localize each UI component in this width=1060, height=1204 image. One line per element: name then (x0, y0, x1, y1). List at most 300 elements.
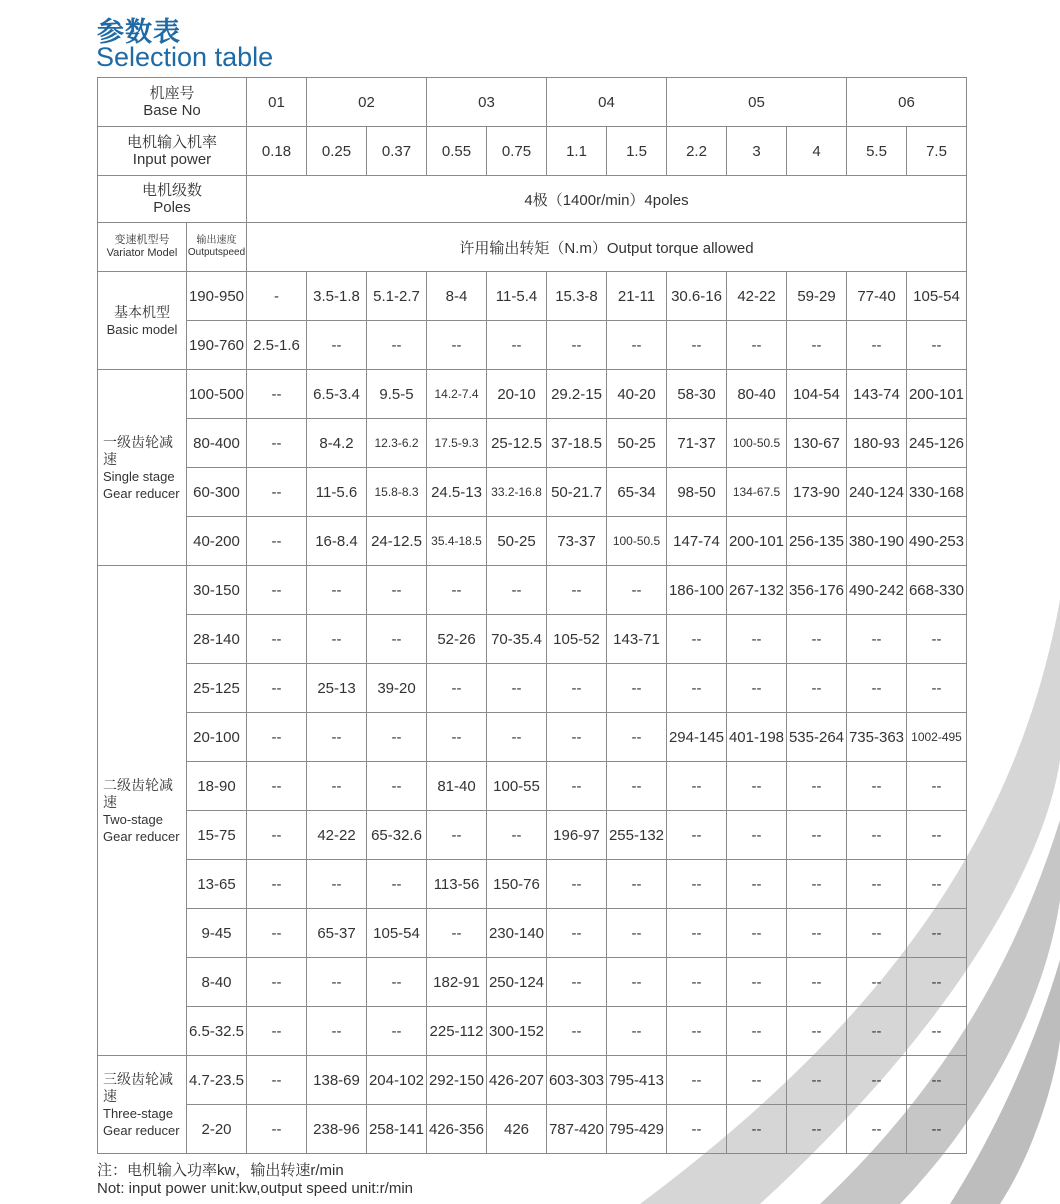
torque-cell: 300-152 (487, 1007, 547, 1056)
speed-cell: 20-100 (187, 713, 247, 762)
torque-cell: -- (487, 664, 547, 713)
speed-cell: 2-20 (187, 1105, 247, 1154)
torque-cell: -- (667, 615, 727, 664)
torque-cell: 238-96 (307, 1105, 367, 1154)
torque-cell: 2.5-1.6 (247, 321, 307, 370)
torque-cell: -- (547, 321, 607, 370)
torque-cell: -- (907, 909, 967, 958)
variator-label-en: Variator Model (106, 247, 178, 259)
torque-cell: 50-25 (607, 419, 667, 468)
speed-cell: 60-300 (187, 468, 247, 517)
power-label (98, 127, 247, 176)
header-row-power (98, 127, 967, 176)
torque-cell: -- (847, 1105, 907, 1154)
torque-cell: 77-40 (847, 272, 907, 321)
torque-cell: 42-22 (727, 272, 787, 321)
torque-cell: 15.8-8.3 (367, 468, 427, 517)
torque-cell: -- (307, 615, 367, 664)
torque-cell: -- (847, 321, 907, 370)
torque-cell: 37-18.5 (547, 419, 607, 468)
torque-cell: 292-150 (427, 1056, 487, 1105)
torque-cell: -- (907, 615, 967, 664)
torque-cell: 8-4.2 (307, 419, 367, 468)
torque-cell: -- (847, 1056, 907, 1105)
torque-cell: 200-101 (907, 370, 967, 419)
power-cell: 0.18 (247, 127, 307, 176)
footnote (97, 1162, 413, 1198)
power-cell: 2.2 (667, 127, 727, 176)
power-label-cn: 电机输入机率 (126, 134, 217, 151)
speed-label (187, 223, 247, 272)
torque-cell: 735-363 (847, 713, 907, 762)
torque-cell: 58-30 (667, 370, 727, 419)
power-cell: 5.5 (847, 127, 907, 176)
table-row (98, 762, 967, 811)
power-cell: 1.5 (607, 127, 667, 176)
torque-cell: -- (847, 958, 907, 1007)
torque-cell: -- (307, 762, 367, 811)
torque-cell: -- (307, 958, 367, 1007)
torque-cell: -- (847, 1007, 907, 1056)
base-label-cn: 机座号 (149, 85, 195, 102)
power-cell: 0.75 (487, 127, 547, 176)
torque-cell: -- (787, 860, 847, 909)
torque-cell: -- (667, 762, 727, 811)
torque-cell: -- (907, 958, 967, 1007)
torque-cell: -- (547, 664, 607, 713)
table-row (98, 909, 967, 958)
torque-cell: -- (607, 713, 667, 762)
torque-cell: -- (727, 811, 787, 860)
torque-cell: 173-90 (787, 468, 847, 517)
torque-cell: 787-420 (547, 1105, 607, 1154)
torque-cell: -- (907, 664, 967, 713)
torque-cell: 21-11 (607, 272, 667, 321)
variator-label (98, 223, 187, 272)
table-row (98, 1007, 967, 1056)
speed-cell: 4.7-23.5 (187, 1056, 247, 1105)
table-row (98, 517, 967, 566)
torque-cell: -- (667, 1056, 727, 1105)
torque-cell: 294-145 (667, 713, 727, 762)
base-cell: 06 (847, 78, 967, 127)
torque-cell: -- (367, 713, 427, 762)
torque-cell: -- (487, 566, 547, 615)
torque-cell: -- (667, 811, 727, 860)
torque-cell: -- (547, 762, 607, 811)
torque-cell: 11-5.4 (487, 272, 547, 321)
torque-cell: -- (847, 615, 907, 664)
torque-cell: 490-253 (907, 517, 967, 566)
group-label-en: Basic model (106, 321, 178, 337)
torque-cell: 105-54 (907, 272, 967, 321)
torque-cell: -- (727, 762, 787, 811)
power-cell: 1.1 (547, 127, 607, 176)
torque-cell: -- (667, 1105, 727, 1154)
speed-cell: 30-150 (187, 566, 247, 615)
base-cell: 04 (547, 78, 667, 127)
torque-cell: -- (907, 1007, 967, 1056)
speed-cell: 40-200 (187, 517, 247, 566)
torque-cell: -- (367, 615, 427, 664)
torque-cell: -- (907, 1056, 967, 1105)
torque-cell: -- (247, 615, 307, 664)
torque-cell: 20-10 (487, 370, 547, 419)
torque-cell: 535-264 (787, 713, 847, 762)
torque-cell: 24-12.5 (367, 517, 427, 566)
torque-cell: -- (727, 1056, 787, 1105)
page-title-en: Selection table (96, 42, 274, 72)
torque-cell: -- (247, 419, 307, 468)
torque-cell: -- (427, 566, 487, 615)
torque-cell: -- (427, 811, 487, 860)
torque-cell: -- (307, 860, 367, 909)
torque-cell: -- (727, 860, 787, 909)
torque-cell: -- (247, 762, 307, 811)
table-row (98, 566, 967, 615)
torque-label: 许用输出转矩（N.m）Output torque allowed (247, 223, 967, 272)
torque-cell: -- (847, 762, 907, 811)
torque-cell: 17.5-9.3 (427, 419, 487, 468)
table-row (98, 468, 967, 517)
speed-cell: 18-90 (187, 762, 247, 811)
torque-cell: -- (427, 909, 487, 958)
torque-cell: 100-55 (487, 762, 547, 811)
torque-cell: 65-34 (607, 468, 667, 517)
torque-cell: -- (547, 713, 607, 762)
torque-cell: -- (727, 1007, 787, 1056)
torque-cell: 81-40 (427, 762, 487, 811)
torque-cell: -- (247, 958, 307, 1007)
torque-cell: -- (907, 860, 967, 909)
torque-cell: 9.5-5 (367, 370, 427, 419)
group-label-en: Single stage Gear reducer (103, 468, 180, 501)
torque-cell: -- (667, 860, 727, 909)
torque-cell: -- (787, 811, 847, 860)
torque-cell: 15.3-8 (547, 272, 607, 321)
table-row (98, 615, 967, 664)
power-cell: 0.37 (367, 127, 427, 176)
speed-cell: 8-40 (187, 958, 247, 1007)
torque-cell: 5.1-2.7 (367, 272, 427, 321)
torque-cell: -- (547, 860, 607, 909)
torque-cell: -- (907, 321, 967, 370)
torque-cell: -- (547, 909, 607, 958)
torque-cell: 65-32.6 (367, 811, 427, 860)
variator-label-cn: 变速机型号 (114, 234, 170, 246)
torque-cell: 356-176 (787, 566, 847, 615)
torque-cell: -- (847, 860, 907, 909)
torque-cell: 1002-495 (907, 713, 967, 762)
torque-cell: 16-8.4 (307, 517, 367, 566)
torque-cell: 668-330 (907, 566, 967, 615)
footnote-cn: 注：电机输入功率kw，输出转速r/min (97, 1162, 344, 1179)
torque-cell: 380-190 (847, 517, 907, 566)
torque-cell: -- (247, 1007, 307, 1056)
torque-cell: 134-67.5 (727, 468, 787, 517)
speed-cell: 190-760 (187, 321, 247, 370)
table-row (98, 1105, 967, 1154)
table-row (98, 321, 967, 370)
torque-cell: 795-429 (607, 1105, 667, 1154)
table-row (98, 370, 967, 419)
torque-cell: 104-54 (787, 370, 847, 419)
torque-cell: -- (547, 566, 607, 615)
torque-cell: 204-102 (367, 1056, 427, 1105)
torque-cell: 150-76 (487, 860, 547, 909)
torque-cell: -- (787, 958, 847, 1007)
torque-cell: 40-20 (607, 370, 667, 419)
torque-cell: 65-37 (307, 909, 367, 958)
torque-cell: -- (847, 664, 907, 713)
torque-cell: -- (247, 664, 307, 713)
torque-cell: -- (667, 909, 727, 958)
base-cell: 02 (307, 78, 427, 127)
speed-cell: 190-950 (187, 272, 247, 321)
torque-cell: -- (667, 1007, 727, 1056)
torque-cell: 143-71 (607, 615, 667, 664)
torque-cell: 30.6-16 (667, 272, 727, 321)
base-label (98, 78, 247, 127)
torque-cell: 256-135 (787, 517, 847, 566)
power-cell: 4 (787, 127, 847, 176)
poles-label-en: Poles (153, 199, 191, 216)
speed-cell: 25-125 (187, 664, 247, 713)
torque-cell: -- (607, 958, 667, 1007)
torque-cell: 25-13 (307, 664, 367, 713)
torque-cell: -- (247, 860, 307, 909)
torque-cell: 105-54 (367, 909, 427, 958)
torque-cell: 24.5-13 (427, 468, 487, 517)
torque-cell: -- (307, 1007, 367, 1056)
torque-cell: -- (727, 958, 787, 1007)
torque-cell: -- (547, 958, 607, 1007)
torque-cell: -- (787, 762, 847, 811)
torque-cell: 113-56 (427, 860, 487, 909)
base-cell: 03 (427, 78, 547, 127)
torque-cell: 138-69 (307, 1056, 367, 1105)
torque-cell: -- (247, 566, 307, 615)
speed-cell: 100-500 (187, 370, 247, 419)
torque-cell: 52-26 (427, 615, 487, 664)
power-cell: 0.55 (427, 127, 487, 176)
header-row-variator (98, 223, 967, 272)
speed-cell: 9-45 (187, 909, 247, 958)
torque-cell: -- (307, 321, 367, 370)
torque-cell: -- (787, 909, 847, 958)
torque-cell: 6.5-3.4 (307, 370, 367, 419)
selection-table (97, 77, 967, 1154)
torque-cell: -- (907, 811, 967, 860)
group-label (98, 566, 187, 1056)
torque-cell: 100-50.5 (727, 419, 787, 468)
base-label-en: Base No (143, 102, 201, 119)
torque-cell: -- (847, 811, 907, 860)
group-label-cn: 三级齿轮减速 (103, 1070, 173, 1104)
table-row (98, 1056, 967, 1105)
torque-cell: -- (787, 321, 847, 370)
torque-cell: -- (247, 713, 307, 762)
torque-cell: -- (247, 468, 307, 517)
torque-cell: 186-100 (667, 566, 727, 615)
torque-cell: -- (847, 909, 907, 958)
torque-cell: -- (547, 1007, 607, 1056)
table-row (98, 860, 967, 909)
torque-cell: 3.5-1.8 (307, 272, 367, 321)
torque-cell: -- (727, 615, 787, 664)
torque-cell: -- (787, 1105, 847, 1154)
torque-cell: 426-207 (487, 1056, 547, 1105)
torque-cell: 50-25 (487, 517, 547, 566)
torque-cell: 255-132 (607, 811, 667, 860)
poles-label-cn: 电机级数 (141, 182, 202, 199)
torque-cell: 200-101 (727, 517, 787, 566)
torque-cell: 225-112 (427, 1007, 487, 1056)
torque-cell: -- (367, 762, 427, 811)
torque-cell: 105-52 (547, 615, 607, 664)
torque-cell: 603-303 (547, 1056, 607, 1105)
torque-cell: -- (787, 1007, 847, 1056)
group-label (98, 1056, 187, 1154)
header-row-poles (98, 176, 967, 223)
torque-cell: -- (367, 958, 427, 1007)
torque-cell: -- (427, 321, 487, 370)
torque-cell: 401-198 (727, 713, 787, 762)
torque-cell: 14.2-7.4 (427, 370, 487, 419)
torque-cell: 426 (487, 1105, 547, 1154)
torque-cell: 250-124 (487, 958, 547, 1007)
group-label-en: Three-stage Gear reducer (103, 1105, 180, 1138)
torque-cell: -- (607, 909, 667, 958)
torque-cell: -- (607, 566, 667, 615)
torque-cell: -- (787, 615, 847, 664)
poles-value: 4极（1400r/min）4poles (247, 176, 967, 223)
group-label-cn: 基本机型 (114, 303, 170, 320)
table-row (98, 664, 967, 713)
torque-cell: -- (607, 860, 667, 909)
torque-cell: -- (667, 958, 727, 1007)
torque-cell: 258-141 (367, 1105, 427, 1154)
group-label-cn: 一级齿轮减速 (103, 433, 173, 467)
torque-cell: 240-124 (847, 468, 907, 517)
speed-cell: 13-65 (187, 860, 247, 909)
torque-cell: 182-91 (427, 958, 487, 1007)
torque-cell: -- (247, 811, 307, 860)
torque-cell: -- (247, 517, 307, 566)
torque-cell: 39-20 (367, 664, 427, 713)
torque-cell: -- (487, 811, 547, 860)
power-cell: 3 (727, 127, 787, 176)
torque-cell: -- (727, 909, 787, 958)
torque-cell: 180-93 (847, 419, 907, 468)
speed-cell: 15-75 (187, 811, 247, 860)
torque-cell: 80-40 (727, 370, 787, 419)
torque-cell: 130-67 (787, 419, 847, 468)
torque-cell: 71-37 (667, 419, 727, 468)
torque-cell: -- (907, 762, 967, 811)
table-row (98, 713, 967, 762)
torque-cell: 196-97 (547, 811, 607, 860)
torque-cell: - (247, 272, 307, 321)
group-label-en: Two-stage Gear reducer (103, 811, 180, 844)
torque-cell: -- (607, 664, 667, 713)
group-label (98, 272, 187, 370)
torque-cell: -- (487, 321, 547, 370)
header-row-base (98, 78, 967, 127)
table-row (98, 272, 967, 321)
torque-cell: -- (307, 566, 367, 615)
torque-cell: 70-35.4 (487, 615, 547, 664)
torque-cell: -- (787, 1056, 847, 1105)
torque-cell: -- (607, 321, 667, 370)
torque-cell: 245-126 (907, 419, 967, 468)
torque-cell: 59-29 (787, 272, 847, 321)
torque-cell: -- (727, 321, 787, 370)
torque-cell: -- (247, 1105, 307, 1154)
torque-cell: 330-168 (907, 468, 967, 517)
group-label (98, 370, 187, 566)
speed-cell: 6.5-32.5 (187, 1007, 247, 1056)
torque-cell: -- (307, 713, 367, 762)
torque-cell: -- (427, 713, 487, 762)
torque-cell: -- (667, 321, 727, 370)
speed-cell: 28-140 (187, 615, 247, 664)
speed-label-cn: 输出速度 (196, 235, 237, 246)
torque-cell: 8-4 (427, 272, 487, 321)
torque-cell: -- (247, 370, 307, 419)
group-label-cn: 二级齿轮减速 (103, 776, 173, 810)
power-label-en: Input power (132, 151, 212, 168)
torque-cell: 490-242 (847, 566, 907, 615)
table-row (98, 419, 967, 468)
torque-cell: 147-74 (667, 517, 727, 566)
torque-cell: -- (667, 664, 727, 713)
torque-cell: 12.3-6.2 (367, 419, 427, 468)
torque-cell: 33.2-16.8 (487, 468, 547, 517)
torque-cell: -- (247, 909, 307, 958)
torque-cell: -- (907, 1105, 967, 1154)
torque-cell: 143-74 (847, 370, 907, 419)
torque-cell: 42-22 (307, 811, 367, 860)
table-row (98, 811, 967, 860)
torque-cell: -- (367, 1007, 427, 1056)
torque-cell: -- (607, 762, 667, 811)
torque-cell: 426-356 (427, 1105, 487, 1154)
torque-cell: 98-50 (667, 468, 727, 517)
torque-cell: -- (367, 860, 427, 909)
torque-cell: 25-12.5 (487, 419, 547, 468)
power-cell: 0.25 (307, 127, 367, 176)
torque-cell: -- (367, 566, 427, 615)
base-cell: 01 (247, 78, 307, 127)
poles-label (98, 176, 247, 223)
torque-cell: -- (427, 664, 487, 713)
power-cell: 7.5 (907, 127, 967, 176)
torque-cell: 11-5.6 (307, 468, 367, 517)
torque-cell: -- (607, 1007, 667, 1056)
torque-cell: 100-50.5 (607, 517, 667, 566)
page-title-cn: 参数表 (97, 17, 181, 48)
torque-cell: -- (367, 321, 427, 370)
torque-cell: -- (247, 1056, 307, 1105)
torque-cell: 35.4-18.5 (427, 517, 487, 566)
torque-cell: 795-413 (607, 1056, 667, 1105)
torque-cell: -- (487, 713, 547, 762)
base-cell: 05 (667, 78, 847, 127)
table-row (98, 958, 967, 1007)
torque-cell: 29.2-15 (547, 370, 607, 419)
torque-cell: -- (727, 1105, 787, 1154)
